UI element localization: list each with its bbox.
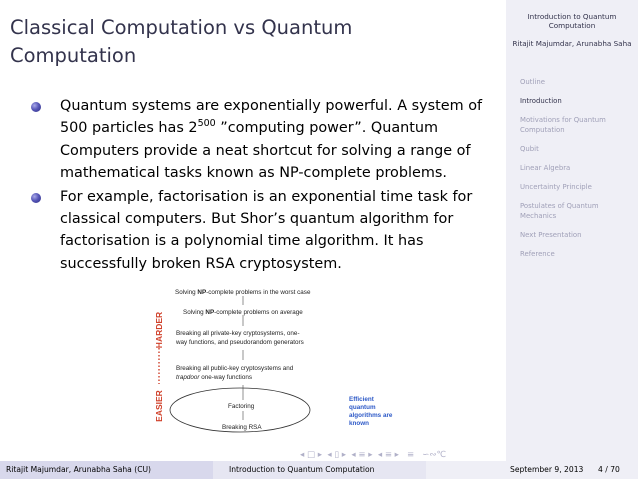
sidebar-item-outline[interactable]: Outline	[520, 78, 545, 86]
nav-prev-frame-icon[interactable]: ◂ □ ▸	[300, 450, 322, 460]
step-private-key-line2: way functions, and pseudorandom generators	[176, 339, 304, 346]
nav-align-icon[interactable]: ≡	[401, 450, 415, 460]
sidebar-navigation	[520, 78, 635, 269]
slide-title: Classical Computation vs Quantum Computation	[10, 16, 353, 67]
step-private-key-line1: Breaking all private-key cryptosystems, one-	[176, 330, 300, 337]
sidebar	[506, 0, 638, 461]
sidebar-item-motivations[interactable]: Motivations for Quantum Computation	[520, 116, 606, 134]
footer-title: Introduction to Quantum Computation	[229, 465, 375, 474]
step-public-key-line1: Breaking all public-key cryptosystems and	[176, 365, 294, 372]
sidebar-presentation-title: Introduction to Quantum Computation	[527, 12, 617, 31]
nav-search-icon[interactable]: ∽∾℃	[416, 450, 447, 460]
footer-bar	[0, 461, 638, 479]
quantum-note-line4: known	[349, 420, 369, 427]
footer-date: September 9, 2013	[510, 465, 584, 474]
bullet-ball-icon	[31, 102, 41, 112]
harder-label: HARDER	[154, 311, 164, 349]
bullet-text-1b: ”computing power”. Quantum Computers provide a neat shortcut for solving a range of mathematical tasks known as NP-complete problems.	[60, 120, 471, 182]
nav-prev-subsection-icon[interactable]: ◂ ▯ ▸	[324, 450, 346, 460]
bullet-ball-icon	[31, 193, 41, 203]
bullet-text-1a: Quantum systems are exponentially powerful. A system of 500 particles has 2	[60, 98, 483, 137]
bullet-text-2: For example, factorisation is an exponential time task for classical computers. But Shor’s quantum algorithm for factorisation is a polynomial time algorithm. It has successfully broken RSA cryptosystem.	[60, 188, 473, 272]
sidebar-item-reference[interactable]: Reference	[520, 250, 555, 259]
footer-authors-box	[0, 461, 213, 479]
step-breaking-rsa: Breaking RSA	[222, 424, 262, 431]
step-public-key-line2: trapdoor one-way functions	[176, 374, 252, 381]
easier-label: EASIER	[154, 390, 164, 422]
quantum-note-line2: quantum	[349, 404, 376, 411]
bullet-item	[30, 186, 490, 276]
quantum-note-line3: algorithms are	[349, 412, 393, 419]
sidebar-item-next-presentation[interactable]: Next Presentation	[520, 230, 582, 239]
sidebar-item-linear-algebra[interactable]: Linear Algebra	[520, 164, 571, 173]
bullet-list	[30, 95, 490, 276]
bullet-item	[30, 95, 490, 185]
sidebar-item-postulates[interactable]: Postulates of Quantum Mechanics	[520, 202, 599, 220]
bullet-superscript: 500	[197, 118, 216, 130]
footer-authors: Ritajit Majumdar, Arunabha Saha (CU)	[6, 465, 152, 474]
sidebar-item-introduction[interactable]: Introduction	[520, 97, 562, 106]
step-np-worst-case: Solving NP-complete problems in the worst case	[175, 289, 311, 296]
quantum-note-line1: Efficient	[349, 396, 374, 403]
complexity-figure	[148, 284, 410, 436]
sidebar-authors: Ritajit Majumdar, Arunabha Saha	[512, 38, 632, 48]
sidebar-item-qubit[interactable]: Qubit	[520, 144, 539, 153]
nav-prev-section-icon[interactable]: ◂ ≡ ▸	[348, 450, 373, 460]
footer-date-box	[426, 461, 638, 479]
sidebar-item-uncertainty[interactable]: Uncertainty Principle	[520, 183, 592, 192]
footer-title-box	[213, 461, 426, 479]
step-factoring: Factoring	[228, 403, 255, 410]
nav-prev-section2-icon[interactable]: ◂ ≡ ▸	[375, 450, 399, 460]
step-np-average: Solving NP-complete problems on average	[183, 309, 303, 316]
footer-page-number: 4 / 70	[598, 465, 620, 474]
